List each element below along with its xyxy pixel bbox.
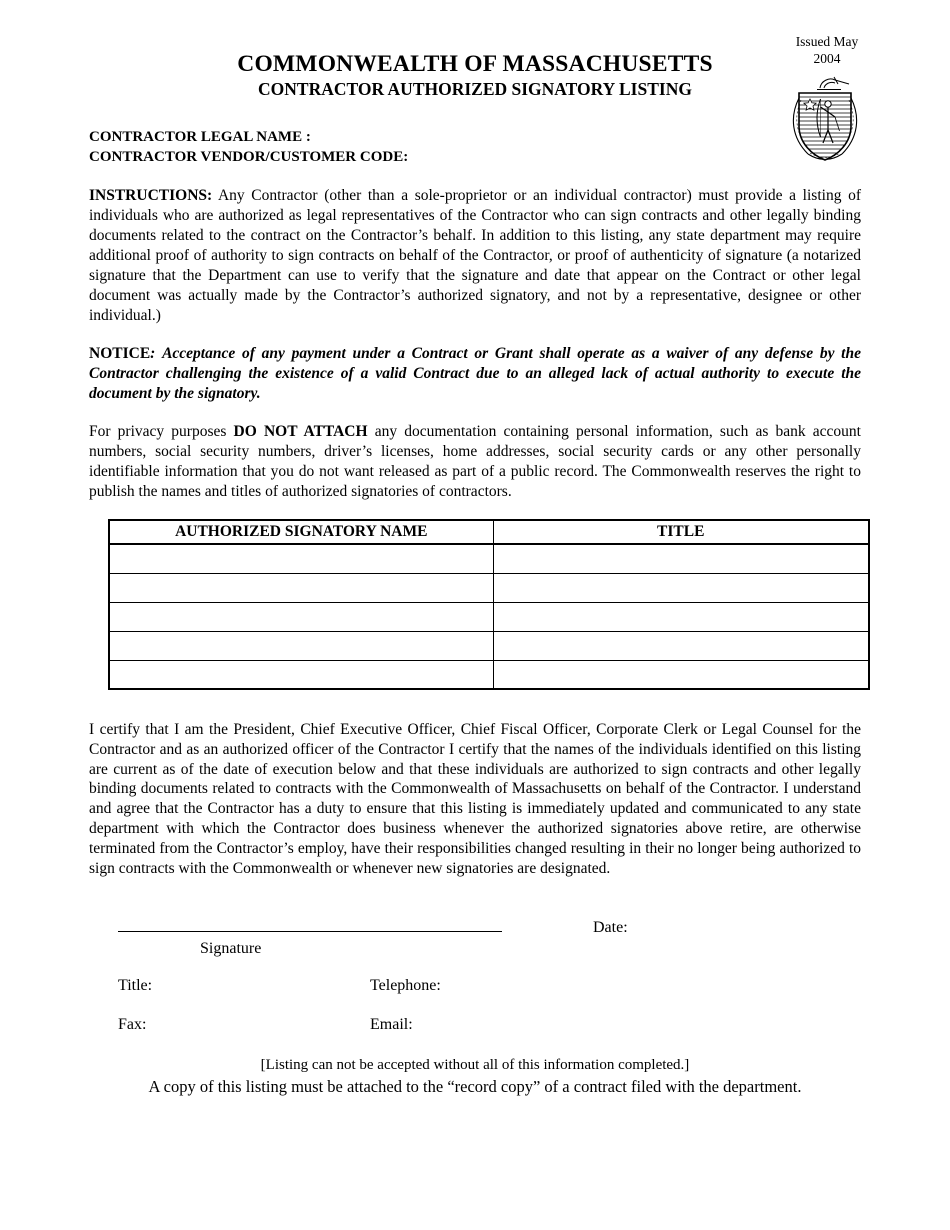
privacy-do-not-attach: DO NOT ATTACH [233,423,368,440]
signature-date-row [89,916,861,938]
signatory-title-cell [493,660,869,689]
privacy-paragraph [89,422,861,502]
massachusetts-seal-icon [788,74,862,166]
title-telephone-row [89,976,861,996]
signature-label: Signature [200,940,262,958]
date-label: Date: [593,919,628,937]
issued-date-line1: Issued May [795,34,859,49]
signatory-name-cell [109,544,493,573]
signatory-title-cell [493,602,869,631]
table-row [109,544,869,573]
contractor-vendor-code-label: CONTRACTOR VENDOR/CUSTOMER CODE: [89,149,409,165]
telephone-label: Telephone: [370,977,441,995]
footer-note: [Listing can not be accepted without all of this information completed.] [260,1057,690,1074]
signatory-name-cell [109,631,493,660]
page-subtitle: CONTRACTOR AUTHORIZED SIGNATORY LISTING [258,79,692,99]
table-header-row [109,520,869,544]
contractor-legal-name-label: CONTRACTOR LEGAL NAME : [89,129,311,145]
signatory-table [108,519,870,690]
table-header-title: TITLE [493,520,869,544]
fax-email-row [89,1015,861,1035]
table-row [109,631,869,660]
notice-colon: : [150,345,156,362]
certification-paragraph: I certify that I am the President, Chief Executive Officer, Chief Fiscal Officer, Corporate Clerk or Legal Counsel for the Contractor and as an authorized officer of the Contractor I certify that the names of the individuals identified on this listing are current as of the date of execution below and that these individuals are authorized to sign contracts and other legally binding documents related to contracts with the Commonwealth of Massachusetts on behalf of the Contractor. I understand and agree that the Contractor has a duty to ensure that this listing is immediately updated and communicated to any state department with which the Contractor does business whenever the authorized signatories above retire, are otherwise terminated from the Contractor’s employ, have their responsibilities changed resulting in their no longer being authorized to sign contracts with the Commonwealth or whenever new signatories are designated. [89,721,861,877]
title-label: Title: [118,977,153,995]
fax-label: Fax: [118,1016,147,1034]
page-title: COMMONWEALTH OF MASSACHUSETTS [237,51,713,77]
signatory-table-body [109,544,869,689]
signatory-name-cell [109,602,493,631]
table-row [109,602,869,631]
notice-label: NOTICE [89,345,151,362]
table-header-signatory-name: AUTHORIZED SIGNATORY NAME [109,520,493,544]
notice-paragraph [89,344,861,404]
issued-date-line2: 2004 [813,51,841,66]
notice-text: Acceptance of any payment under a Contract or Grant shall operate as a waiver of any defense by the Contractor challenging the existence of a valid Contract due to an alleged lack of actual authority to execute the document by the signatory. [89,345,861,402]
instructions-label: INSTRUCTIONS: [89,187,213,204]
table-row [109,573,869,602]
privacy-prefix: For privacy purposes [89,423,234,440]
issued-date [772,33,882,67]
signatory-title-cell [493,631,869,660]
signatory-title-cell [493,544,869,573]
instructions-text: Any Contractor (other than a sole-proprietor or an individual contractor) must provide a listing of individuals who are authorized as legal representatives of the Contractor who can sign contracts and other legally binding documents related to the contract on the Contractor’s behalf. In addition to this listing, any state department may require additional proof of authority to sign contracts on behalf of the Contractor, or proof of authenticity of signature (a notarized signature that the Department can use to verify that the signature and date that appear on the Contract or other legal document was actually made by the Contractor’s authorized signatory, and not by a representative, designee or other individual.) [89,187,861,324]
privacy-suffix: any documentation containing personal information, such as bank account numbers, social security numbers, driver’s licenses, home addresses, social security cards or any other personally identifiable information that you do not want released as part of a public record. The Commonwealth reserves the right to publish the names and titles of authorized signatories of contractors. [89,423,861,500]
footer-instruction: A copy of this listing must be attached to the “record copy” of a contract filed with the department. [148,1077,802,1097]
table-row [109,660,869,689]
email-label: Email: [370,1016,413,1034]
signatory-name-cell [109,660,493,689]
signatory-title-cell [493,573,869,602]
signatory-name-cell [109,573,493,602]
instructions-paragraph [89,186,861,326]
signature-line [118,916,502,932]
contractor-fields [89,127,861,167]
